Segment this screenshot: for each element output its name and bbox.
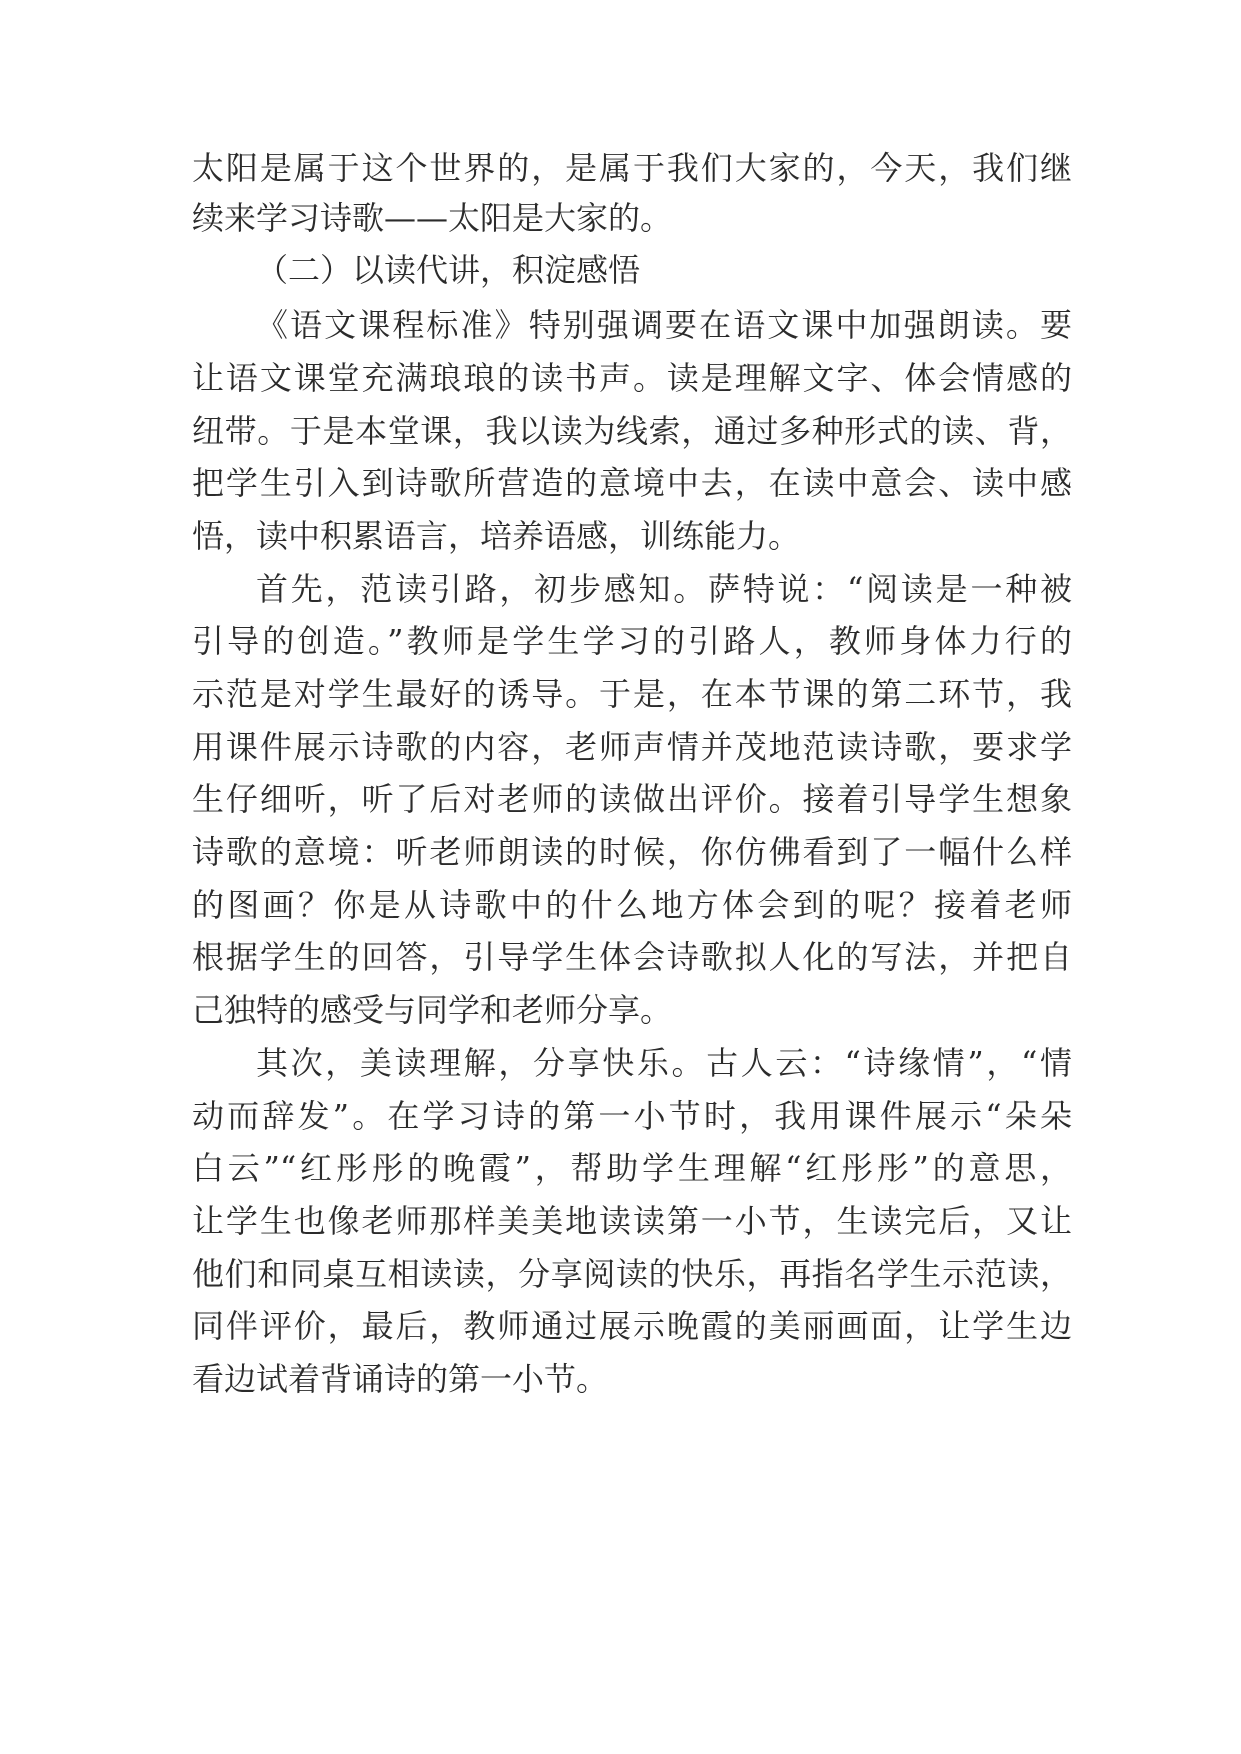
text-line: 动而辞发”。在学习诗的第一小节时，我用课件展示“朵朵 [192,1097,1072,1135]
text-line: 看边试着背诵诗的第一小节。 [192,1360,609,1398]
text-line: 己独特的感受与同学和老师分享。 [192,991,673,1029]
text-line: 白云”“红彤彤的晚霞”，帮助学生理解“红彤彤”的意思， [192,1149,1072,1187]
text-line: 悟，读中积累语言，培养语感，训练能力。 [192,517,801,555]
text-line: 让学生也像老师那样美美地读读第一小节，生读完后，又让 [192,1202,1072,1240]
section-heading: （二）以读代讲，积淀感悟 [256,251,641,289]
text-line: 用课件展示诗歌的内容，老师声情并茂地范读诗歌，要求学 [192,728,1072,766]
text-line: 的图画？你是从诗歌中的什么地方体会到的呢？接着老师 [192,886,1072,924]
text-line: 《语文课程标准》特别强调要在语文课中加强朗读。要 [256,306,1072,344]
text-line: 根据学生的回答，引导学生体会诗歌拟人化的写法，并把自 [192,938,1072,976]
text-line: 让语文课堂充满琅琅的读书声。读是理解文字、体会情感的 [192,359,1072,397]
text-line: 其次，美读理解，分享快乐。古人云：“诗缘情”，“情 [256,1044,1072,1082]
text-line: 他们和同桌互相读读，分享阅读的快乐，再指名学生示范读， [192,1255,1072,1293]
text-line: 示范是对学生最好的诱导。于是，在本节课的第二环节，我 [192,675,1072,713]
text-line: 太阳是属于这个世界的，是属于我们大家的，今天，我们继 [192,149,1072,187]
text-line: 纽带。于是本堂课，我以读为线索，通过多种形式的读、背， [192,412,1072,450]
text-line: 把学生引入到诗歌所营造的意境中去，在读中意会、读中感 [192,464,1072,502]
text-line: 续来学习诗歌——太阳是大家的。 [192,199,673,237]
text-line: 引导的创造。”教师是学生学习的引路人，教师身体力行的 [192,622,1072,660]
text-line: 同伴评价，最后，教师通过展示晚霞的美丽画面，让学生边 [192,1307,1072,1345]
text-line: 生仔细听，听了后对老师的读做出评价。接着引导学生想象 [192,780,1072,818]
text-line: 诗歌的意境：听老师朗读的时候，你仿佛看到了一幅什么样 [192,833,1072,871]
text-line: 首先，范读引路，初步感知。萨特说：“阅读是一种被 [256,570,1072,608]
